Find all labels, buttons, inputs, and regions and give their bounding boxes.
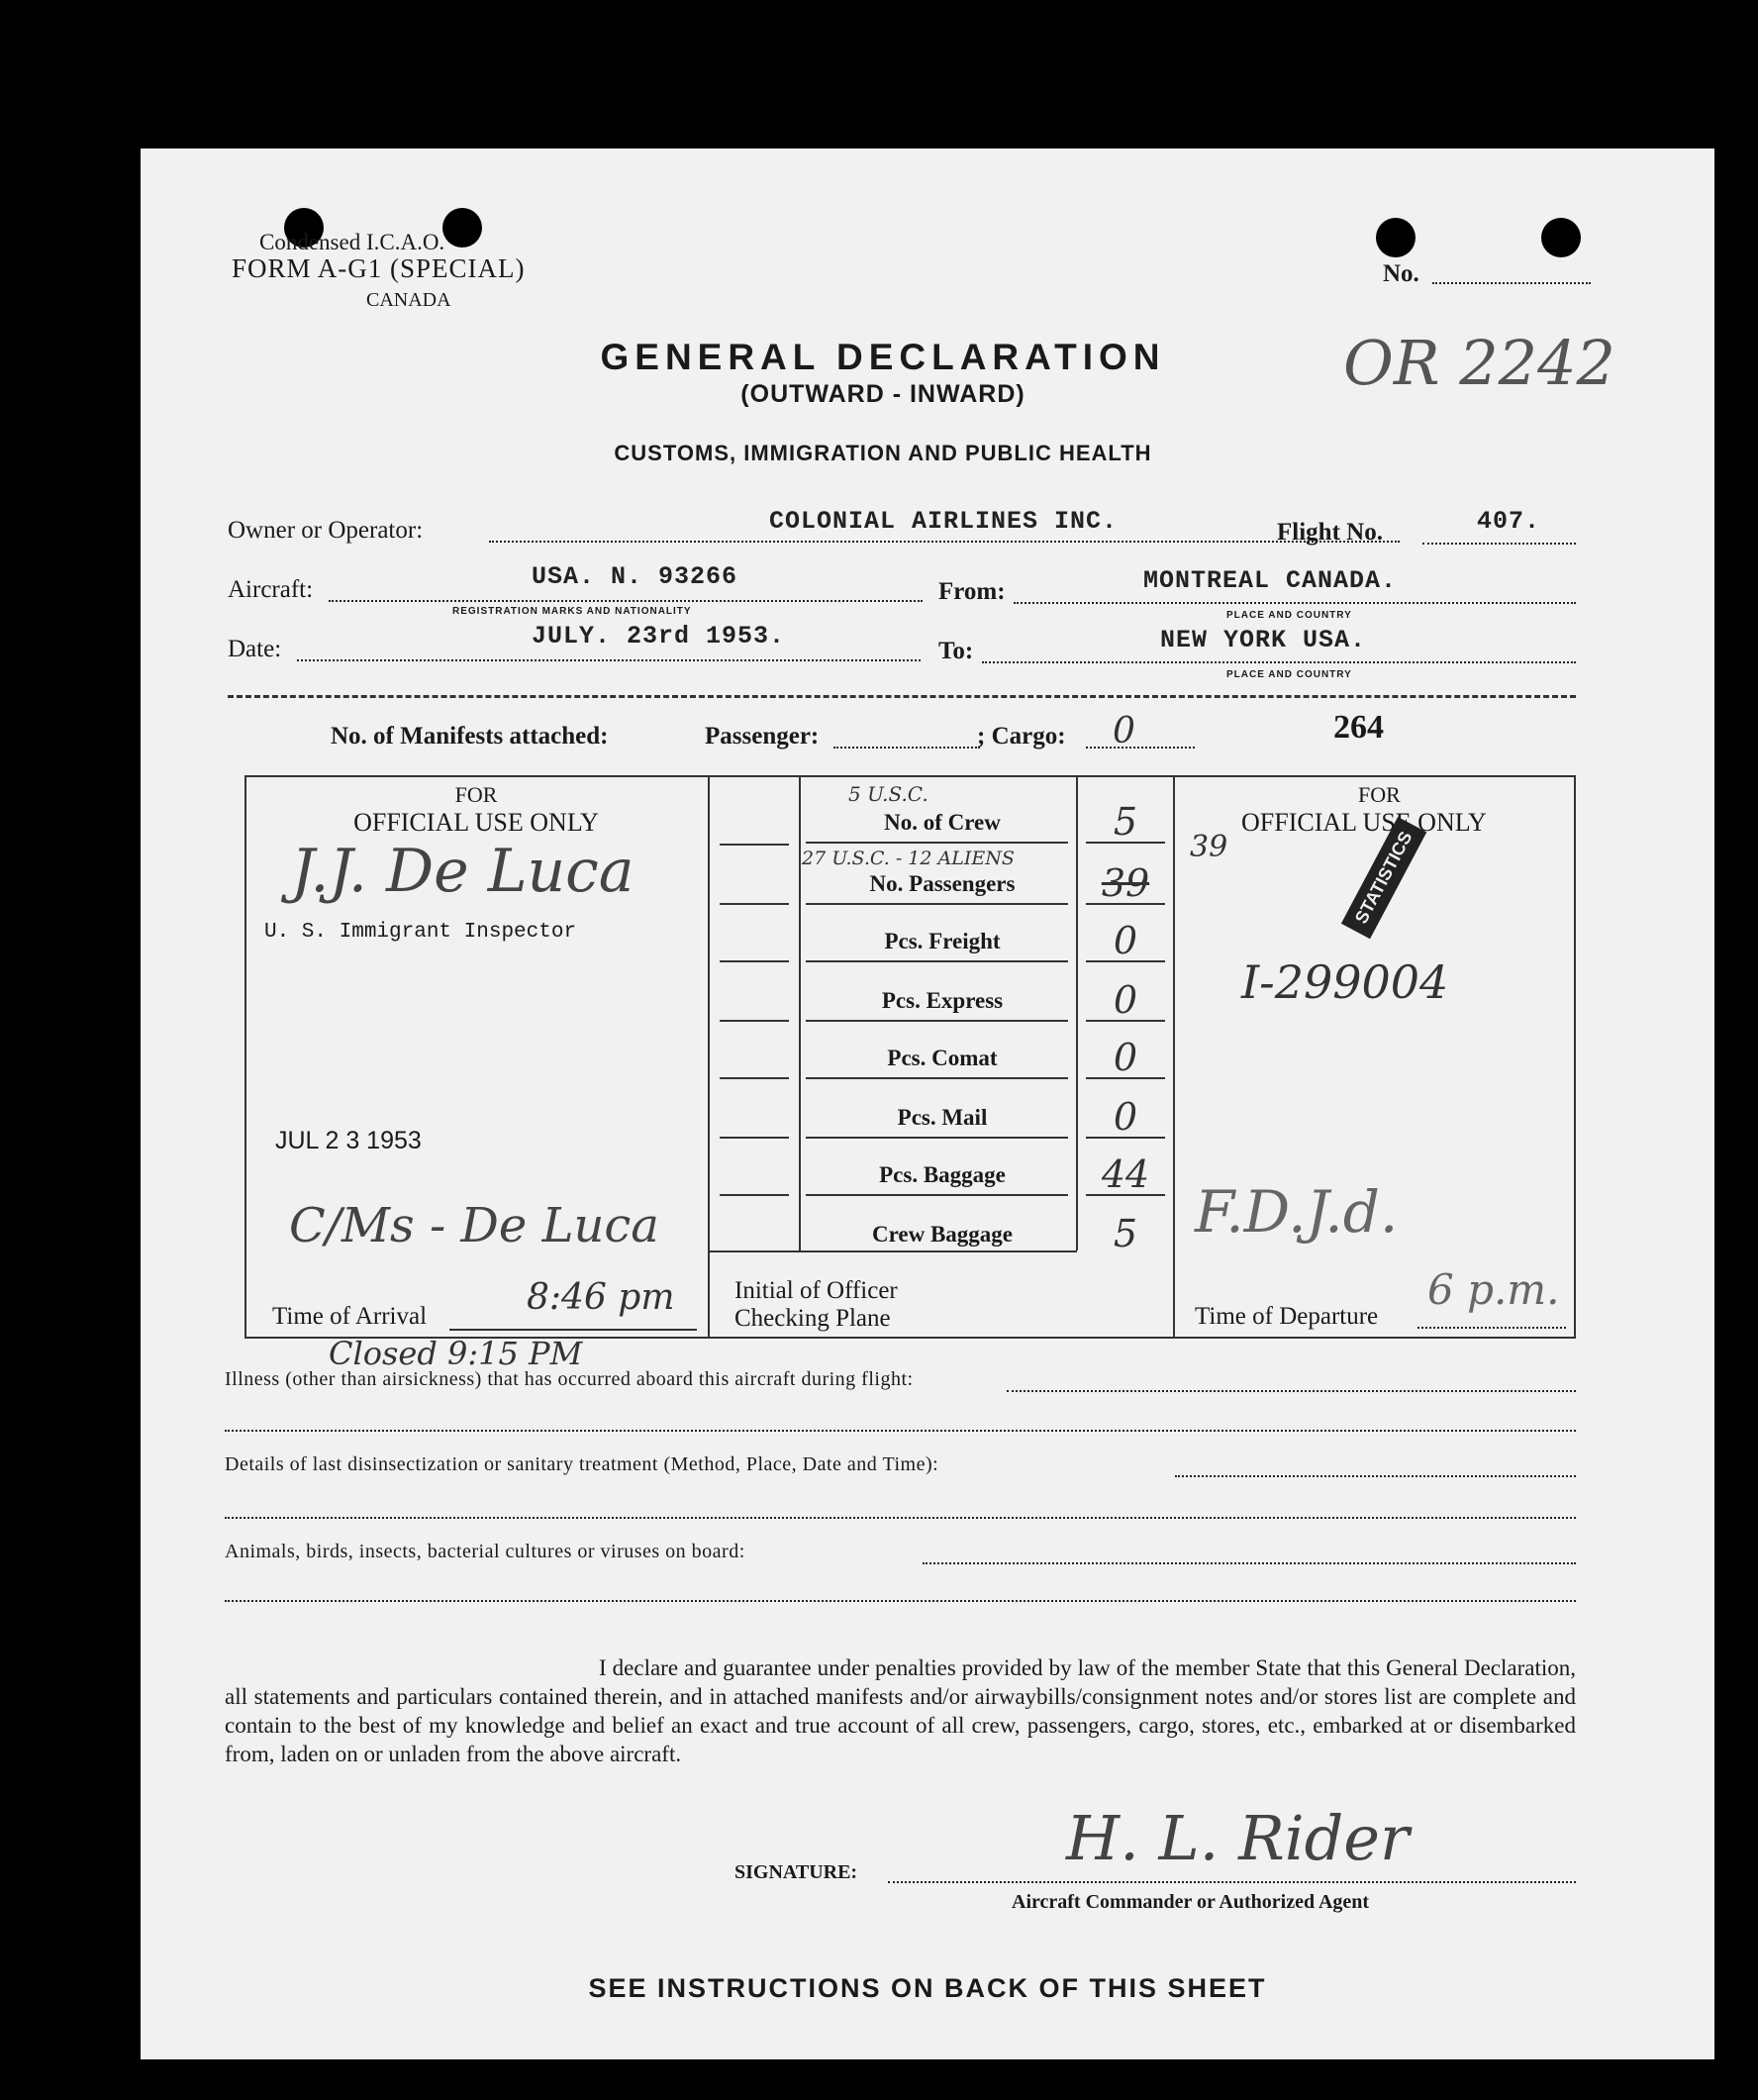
- from-caption: PLACE AND COUNTRY: [1226, 610, 1352, 621]
- divider: [228, 695, 1576, 698]
- initial-dash: [720, 1137, 789, 1139]
- agent-caption: Aircraft Commander or Authorized Agent: [1012, 1891, 1370, 1913]
- number-dots: [1432, 282, 1591, 284]
- illness-label: Illness (other than airsickness) that has occurred aboard this aircraft during flight:: [225, 1368, 914, 1390]
- official-initials: F.D.J.d.: [1195, 1178, 1399, 1246]
- arrival-value: 8:46 pm: [527, 1277, 675, 1318]
- crew-note: 5 U.S.C.: [848, 782, 928, 806]
- section-heading: CUSTOMS, IMMIGRATION AND PUBLIC HEALTH: [614, 441, 1152, 465]
- declaration-text: I declare and guarantee under penalties provided by law of the member State that this General Declaration, all statements and particulars contained therein, and in attached manifests and/or airwaybills/consignment notes and/or stores list are complete and contain to the best of my knowledge and belief an exact and true account of all crew, passengers, cargo, stores, etc., embarked at or disembarked from, laden on or unladen from the above aircraft.: [225, 1655, 1576, 1766]
- right-official-label: OFFICIAL USE ONLY: [1241, 808, 1487, 837]
- left-for-label: FOR: [454, 782, 498, 807]
- arrival-line: [449, 1329, 697, 1331]
- manifest-number: 264: [1333, 709, 1384, 746]
- disinsect-label: Details of last disinsectization or sanitary treatment (Method, Place, Date and Time):: [225, 1453, 939, 1475]
- value-rule: [1086, 842, 1165, 844]
- item-rule: [806, 1194, 1068, 1196]
- date-dots: [297, 659, 921, 661]
- value-rule: [1086, 960, 1165, 962]
- item-rule: [806, 842, 1068, 844]
- passenger-label: Passenger:: [705, 723, 820, 750]
- table-inner-border: [708, 1250, 1077, 1252]
- reference-number: I-299004: [1241, 955, 1449, 1009]
- item-baggage-label: Pcs. Baggage: [879, 1162, 1006, 1187]
- aircraft-label: Aircraft:: [228, 576, 314, 603]
- initial-dash: [720, 903, 789, 905]
- to-value: NEW YORK USA.: [1160, 626, 1367, 654]
- item-rule: [806, 960, 1068, 962]
- punch-hole: [1376, 218, 1416, 257]
- left-official-label: OFFICIAL USE ONLY: [353, 808, 599, 837]
- table-top-border: [244, 775, 1576, 777]
- item-mail-value: 0: [1113, 1095, 1138, 1139]
- illness-dots: [1007, 1390, 1576, 1392]
- table-divider: [1173, 775, 1175, 1338]
- item-rule: [806, 1137, 1068, 1139]
- owner-dots: [489, 541, 1400, 543]
- item-freight-value: 0: [1113, 919, 1138, 962]
- page-title: GENERAL DECLARATION: [600, 337, 1166, 377]
- punch-hole: [442, 208, 482, 248]
- number-label: No.: [1383, 260, 1419, 287]
- cleared-signature: C/Ms - De Luca: [289, 1198, 659, 1253]
- manifests-label: No. of Manifests attached:: [331, 723, 609, 750]
- aircraft-value: USA. N. 93266: [532, 562, 738, 591]
- checking-plane-label: Checking Plane: [734, 1305, 891, 1332]
- arrival-label: Time of Arrival: [272, 1303, 428, 1330]
- arrival-stamp-date: JUL 2 3 1953: [275, 1127, 422, 1154]
- table-right-border: [1574, 775, 1576, 1338]
- departure-value: 6 p.m.: [1427, 1265, 1560, 1314]
- inspector-caption: U. S. Immigrant Inspector: [264, 921, 577, 944]
- initial-dash: [720, 844, 789, 846]
- statistics-stamp: STATISTICS: [1341, 817, 1427, 940]
- owner-label: Owner or Operator:: [228, 517, 424, 544]
- item-rule: [806, 903, 1068, 905]
- item-passengers-label: No. Passengers: [869, 871, 1016, 896]
- document-sheet: [141, 149, 1714, 2059]
- form-id-line2: FORM A-G1 (SPECIAL): [232, 253, 526, 283]
- signature-dots: [888, 1881, 1576, 1883]
- cargo-dots: [1086, 747, 1195, 749]
- item-freight-label: Pcs. Freight: [884, 929, 1001, 953]
- item-rule: [806, 1020, 1068, 1022]
- from-dots: [1014, 602, 1576, 604]
- form-id-line1: Condensed I.C.A.O.: [259, 230, 445, 254]
- item-rule: [806, 1077, 1068, 1079]
- to-dots: [982, 661, 1576, 663]
- flight-dots: [1422, 543, 1576, 545]
- animals-dots: [923, 1562, 1576, 1564]
- cargo-value: 0: [1113, 711, 1135, 751]
- right-note-39: 39: [1190, 830, 1228, 864]
- animals-label: Animals, birds, insects, bacterial cultures or viruses on board:: [225, 1541, 745, 1562]
- item-crew-value: 5: [1113, 800, 1138, 844]
- from-label: From:: [938, 578, 1006, 605]
- page-subtitle: (OUTWARD - INWARD): [740, 380, 1026, 408]
- item-comat-value: 0: [1113, 1036, 1138, 1079]
- commander-signature: H. L. Rider: [1066, 1802, 1410, 1874]
- value-rule: [1086, 903, 1165, 905]
- value-rule: [1086, 1137, 1165, 1139]
- blank-line: [225, 1517, 1576, 1519]
- flight-value: 407.: [1477, 507, 1541, 536]
- passenger-dots: [833, 747, 980, 749]
- value-rule: [1086, 1194, 1165, 1196]
- blank-line: [225, 1430, 1576, 1432]
- handwritten-reference: OR 2242: [1343, 327, 1616, 399]
- item-express-label: Pcs. Express: [881, 988, 1004, 1013]
- table-divider: [1076, 775, 1078, 1250]
- item-mail-label: Pcs. Mail: [897, 1105, 988, 1130]
- aircraft-caption: REGISTRATION MARKS AND NATIONALITY: [452, 606, 692, 617]
- footer-instructions: SEE INSTRUCTIONS ON BACK OF THIS SHEET: [588, 1973, 1267, 2003]
- owner-value: COLONIAL AIRLINES INC.: [769, 507, 1119, 536]
- officer-signature: J.J. De Luca: [291, 837, 635, 906]
- item-baggage-value: 44: [1101, 1152, 1150, 1196]
- item-crew-baggage-label: Crew Baggage: [871, 1222, 1014, 1247]
- initial-dash: [720, 1194, 789, 1196]
- signature-label: SIGNATURE:: [734, 1861, 858, 1883]
- blank-line: [225, 1600, 1576, 1602]
- initial-officer-label: Initial of Officer: [734, 1277, 898, 1304]
- initial-dash: [720, 1020, 789, 1022]
- item-comat-label: Pcs. Comat: [887, 1046, 998, 1070]
- departure-label: Time of Departure: [1195, 1303, 1379, 1330]
- departure-dots: [1417, 1327, 1566, 1329]
- aircraft-dots: [329, 600, 923, 602]
- initial-dash: [720, 1077, 789, 1079]
- item-crew-baggage-value: 5: [1113, 1212, 1138, 1255]
- closed-note: Closed 9:15 PM: [329, 1335, 583, 1372]
- form-id-line3: CANADA: [366, 289, 451, 311]
- passenger-note: 27 U.S.C. - 12 ALIENS: [802, 848, 1015, 869]
- date-label: Date:: [228, 636, 282, 662]
- flight-label: Flight No.: [1277, 519, 1383, 546]
- table-divider: [799, 775, 801, 1250]
- to-caption: PLACE AND COUNTRY: [1226, 669, 1352, 680]
- from-value: MONTREAL CANADA.: [1143, 566, 1398, 595]
- to-label: To:: [938, 638, 974, 664]
- table-divider: [708, 775, 710, 1338]
- disinsect-dots: [1175, 1475, 1576, 1477]
- punch-hole: [1541, 218, 1581, 257]
- date-value: JULY. 23rd 1953.: [532, 622, 786, 650]
- right-for-label: FOR: [1358, 782, 1401, 807]
- initial-dash: [720, 960, 789, 962]
- value-rule: [1086, 1077, 1165, 1079]
- value-rule: [1086, 1020, 1165, 1022]
- table-left-border: [244, 775, 246, 1338]
- item-passengers-value: 39: [1101, 861, 1150, 905]
- cargo-label: ; Cargo:: [977, 723, 1066, 750]
- item-crew-label: No. of Crew: [884, 810, 1001, 835]
- item-express-value: 0: [1113, 978, 1138, 1022]
